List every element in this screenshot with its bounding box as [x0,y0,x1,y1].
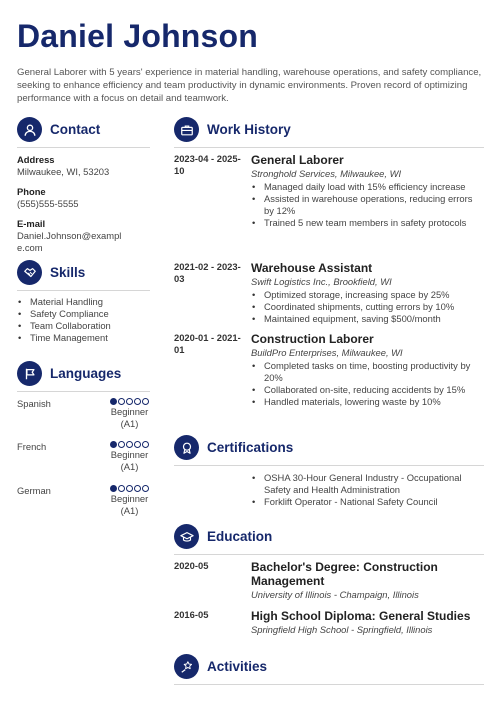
skill-item: • Team Collaboration [17,320,145,332]
flag-icon [17,361,42,386]
professional-summary: General Laborer with 5 years' experience in material handling, warehouse operations, and safety compliance, seeking to enhance efficiency and team productivity in dynamic environments. Proven record of optimizing performance with a focus on detail and teamwork. [17,67,482,104]
email-label: E-mail [17,218,46,229]
language-proficiency [109,485,150,517]
education-details [251,609,484,636]
education-title: Education [207,529,273,544]
contact-section-header [17,117,100,142]
rating-dot-empty [134,398,141,405]
certification-item: • OSHA 30-Hour General Industry - Occupational Safety and Health Administration [251,472,484,496]
school-name: University of Illinois - Champaign, Illinois [251,589,419,600]
education-section-header [174,524,272,549]
rating-dot-empty [142,485,149,492]
certifications-title: Certifications [207,440,294,455]
job-details [251,261,484,325]
job-bullet: • Completed tasks on time, boosting productivity by 20% [251,360,484,384]
rating-dot-empty [142,441,149,448]
skill-item: • Time Management [17,332,145,344]
job-dates: 2023-04 - 2025-10 [174,153,241,176]
language-level: Beginner (A1) [110,406,149,429]
rating-dot-empty [118,441,125,448]
rating-dot-empty [126,485,133,492]
languages-section-header [17,361,121,386]
job-dates: 2021-02 - 2023-03 [174,261,241,284]
star-hand-icon [174,654,199,679]
languages-divider [17,391,150,392]
languages-title: Languages [50,366,122,381]
job-details [251,153,484,229]
degree-title: Bachelor's Degree: Construction Management [251,560,438,588]
skills-title: Skills [50,265,86,280]
certifications-list [251,472,484,508]
rating-dot-empty [142,398,149,405]
school-name: Springfield High School - Springfield, Illinois [251,624,433,635]
job-details [251,332,484,408]
language-name: German [17,485,51,496]
education-date: 2020-05 [174,560,209,571]
language-level: Beginner (A1) [110,449,149,472]
job-bullet: • Assisted in warehouse operations, reducing errors by 12% [251,193,484,217]
rating-dot-empty [134,441,141,448]
work-history-section-header [174,117,291,142]
skill-item: • Material Handling [17,296,145,308]
briefcase-icon [174,117,199,142]
language-proficiency [109,441,150,473]
rating-dot-filled [110,398,117,405]
job-company: BuildPro Enterprises, Milwaukee, WI [251,347,403,358]
rating-dot-filled [110,441,117,448]
job-company: Swift Logistics Inc., Brookfield, WI [251,276,392,287]
rating-dots [109,485,150,492]
certification-item: • Forklift Operator - National Safety Council [251,496,484,508]
rating-dot-empty [134,485,141,492]
rating-dots [109,398,150,405]
job-bullets [251,181,484,229]
activities-divider [174,684,484,685]
job-company: Stronghold Services, Milwaukee, WI [251,168,402,179]
rating-dots [109,441,150,448]
rating-dot-empty [126,441,133,448]
contact-title: Contact [50,122,101,137]
job-bullets [251,360,484,408]
contact-details [17,154,145,254]
skills-list [17,296,145,344]
certifications-divider [174,465,484,466]
language-proficiency [109,398,150,430]
person-icon [17,117,42,142]
skill-item: • Safety Compliance [17,308,145,320]
award-ribbon-icon [174,435,199,460]
job-title: Construction Laborer [251,332,374,346]
candidate-name: Daniel Johnson [17,18,259,54]
activities-section-header [174,654,267,679]
graduation-cap-icon [174,524,199,549]
skills-divider [17,290,150,291]
job-title: Warehouse Assistant [251,261,373,275]
skills-section-header [17,260,85,285]
job-bullet: • Maintained equipment, saving $500/month [251,313,484,325]
job-bullet: • Collaborated on-site, reducing accidents by 15% [251,384,484,396]
education-date: 2016-05 [174,609,209,620]
job-bullet: • Coordinated shipments, cutting errors by 10% [251,301,484,313]
education-divider [174,554,484,555]
work-history-title: Work History [207,122,291,137]
certifications-section-header [174,435,293,460]
phone-label: Phone [17,186,46,197]
address-label: Address [17,154,55,165]
rating-dot-filled [110,485,117,492]
language-level: Beginner (A1) [110,493,149,516]
phone-value: (555)555-5555 [17,198,79,209]
job-dates: 2020-01 - 2021-01 [174,332,241,355]
job-bullet: • Optimized storage, increasing space by 25% [251,289,484,301]
handshake-icon [17,260,42,285]
rating-dot-empty [118,485,125,492]
job-title: General Laborer [251,153,344,167]
education-details [251,560,484,601]
job-bullet: • Managed daily load with 15% efficiency increase [251,181,484,193]
address-value: Milwaukee, WI, 53203 [17,166,110,177]
language-name: Spanish [17,398,51,409]
rating-dot-empty [118,398,125,405]
activities-title: Activities [207,659,268,674]
rating-dot-empty [126,398,133,405]
degree-title: High School Diploma: General Studies [251,609,471,623]
job-bullet: • Handled materials, lowering waste by 10% [251,396,484,408]
job-bullet: • Trained 5 new team members in safety protocols [251,217,484,229]
job-bullets [251,289,484,325]
work-history-divider [174,147,484,148]
language-name: French [17,441,47,452]
email-value[interactable]: Daniel.Johnson@example.com [17,230,122,253]
contact-divider [17,147,150,148]
